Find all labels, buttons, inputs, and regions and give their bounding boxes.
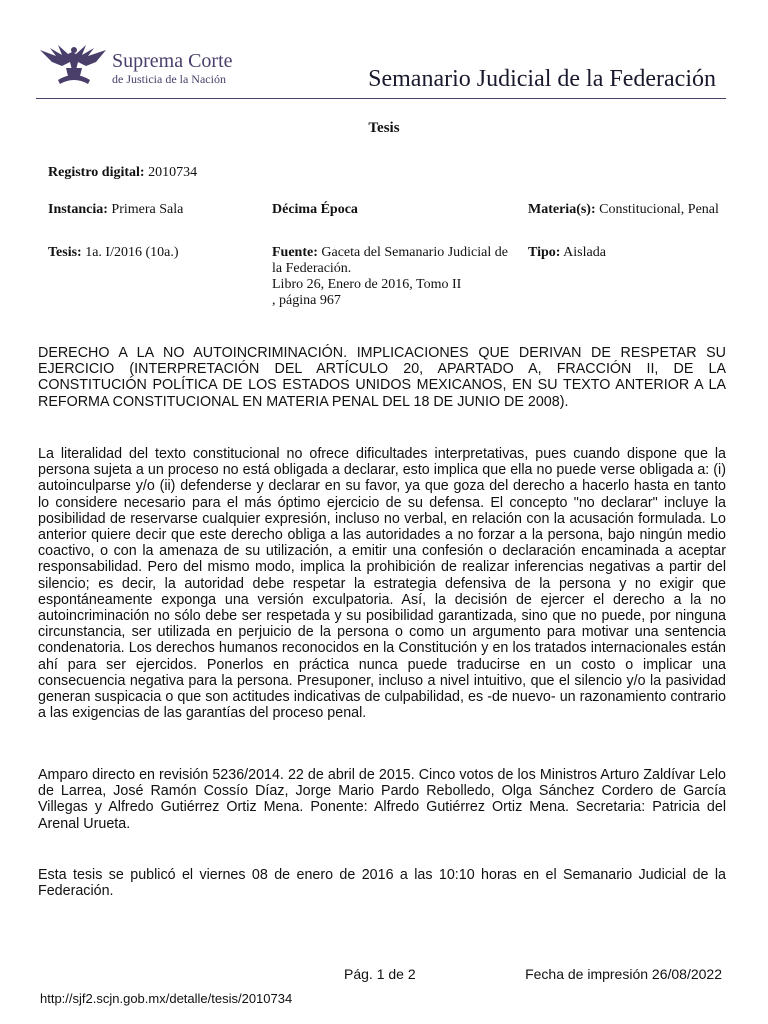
tipo-value: Aislada (563, 245, 606, 260)
epoca-value: Décima Época (272, 202, 358, 217)
tipo (528, 245, 606, 261)
registro-label: Registro digital: (48, 165, 145, 180)
eagle-emblem-icon (36, 40, 112, 90)
tesis-value: 1a. I/2016 (10a.) (85, 245, 179, 260)
brand-name: Suprema Corte (112, 50, 233, 72)
fuente-label: Fuente: (272, 245, 318, 260)
registro-digital (48, 165, 197, 181)
publication-note: Esta tesis se publicó el viernes 08 de enero de 2016 a las 10:10 horas en el Semanario Judicial de la Federación. (38, 867, 726, 900)
instancia-label: Instancia: (48, 202, 108, 217)
tesis-rubro: DERECHO A LA NO AUTOINCRIMINACIÓN. IMPLICACIONES QUE DERIVAN DE RESPETAR SU EJERCICIO (INTERPRETACIÓN DEL ARTÍCULO 20, APARTADO A, FRACCIÓN II, DE LA CONSTITUCIÓN POLÍTICA DE LOS ESTADOS UNIDOS MEXICANOS, EN SU TEXTO ANTERIOR A LA REFORMA CONSTITUCIONAL EN MATERIA PENAL DEL 18 DE JUNIO DE 2008). (38, 345, 726, 410)
page-title: Tesis (368, 120, 400, 136)
instancia (48, 202, 183, 218)
fuente (272, 245, 520, 309)
page-number: Pág. 1 de 2 (344, 966, 416, 982)
fuente-libro: Libro 26, Enero de 2016, Tomo II (272, 277, 462, 292)
registro-value: 2010734 (148, 165, 198, 180)
brand-subtitle: de Justicia de la Nación (112, 72, 226, 86)
publication-title: Semanario Judicial de la Federación (368, 66, 716, 92)
materia-value: Constitucional, Penal (599, 202, 719, 217)
tesis-numero (48, 245, 179, 261)
precedent-text: Amparo directo en revisión 5236/2014. 22 de abril de 2015. Cinco votos de los Ministros Arturo Zaldívar Lelo de Larrea, José Ramón Cossío Díaz, Jorge Mario Pardo Rebolledo, Olga Sánchez Cordero de García Villegas y Alfredo Gutiérrez Ortiz Mena. Ponente: Alfredo Gutiérrez Ortiz Mena. Secretaria: Patricia del Arenal Urueta. (38, 767, 726, 832)
header-divider (36, 98, 726, 99)
instancia-value: Primera Sala (111, 202, 184, 217)
fuente-pagina: , página 967 (272, 293, 341, 308)
tesis-label: Tesis: (48, 245, 82, 260)
tipo-label: Tipo: (528, 245, 561, 260)
epoca (272, 202, 358, 218)
materia-label: Materia(s): (528, 202, 596, 217)
print-date: Fecha de impresión 26/08/2022 (525, 966, 722, 982)
source-url[interactable]: http://sjf2.scjn.gob.mx/detalle/tesis/2010734 (40, 991, 293, 1006)
fuente-value: Gaceta del Semanario Judicial de la Federación. (272, 245, 508, 276)
materia (528, 202, 724, 218)
tesis-body: La literalidad del texto constitucional no ofrece dificultades interpretativas, pues cuando dispone que la persona sujeta a un proceso no está obligada a declarar, esto implica que ella no puede verse obligada a: (i) autoinculparse y/o (ii) defenderse y declarar en su favor, ya que goza del derecho a hacerlo hasta en tanto lo considere necesario para el más óptimo ejercicio de su defensa. El concepto "no declarar" incluye la posibilidad de reservarse cualquier expresión, incluso no verbal, en relación con la acusación formulada. Lo anterior quiere decir que este derecho obliga a las autoridades a no forzar a la persona, bajo ningún medio coactivo, o con la amenaza de su utilización, a emitir una confesión o declaración encaminada a aceptar responsabilidad. Pero del mismo modo, implica la prohibición de realizar inferencias negativas a partir del silencio; es decir, la autoridad debe respetar la estrategia defensiva de la persona y no exigir que espontáneamente exponga una versión exculpatoria. Así, la decisión de ejercer el derecho a la no autoincriminación no sólo debe ser respetada y su posibilidad garantizada, sino que no puede, por ninguna circunstancia, ser utilizada en perjuicio de la persona o como un argumento para motivar una sentencia condenatoria. Los derechos humanos reconocidos en la Constitución y en los tratados internacionales están ahí para ser ejercidos. Ponerlos en práctica nunca puede traducirse en un costo o implicar una consecuencia negativa para la persona. Presuponer, incluso a nivel intuitivo, que el silencio y/o la pasividad generan suspicacia o que son actitudes indicativas de culpabilidad, es -de nuevo- un razonamiento contrario a las exigencias de las garantías del proceso penal. (38, 446, 726, 722)
